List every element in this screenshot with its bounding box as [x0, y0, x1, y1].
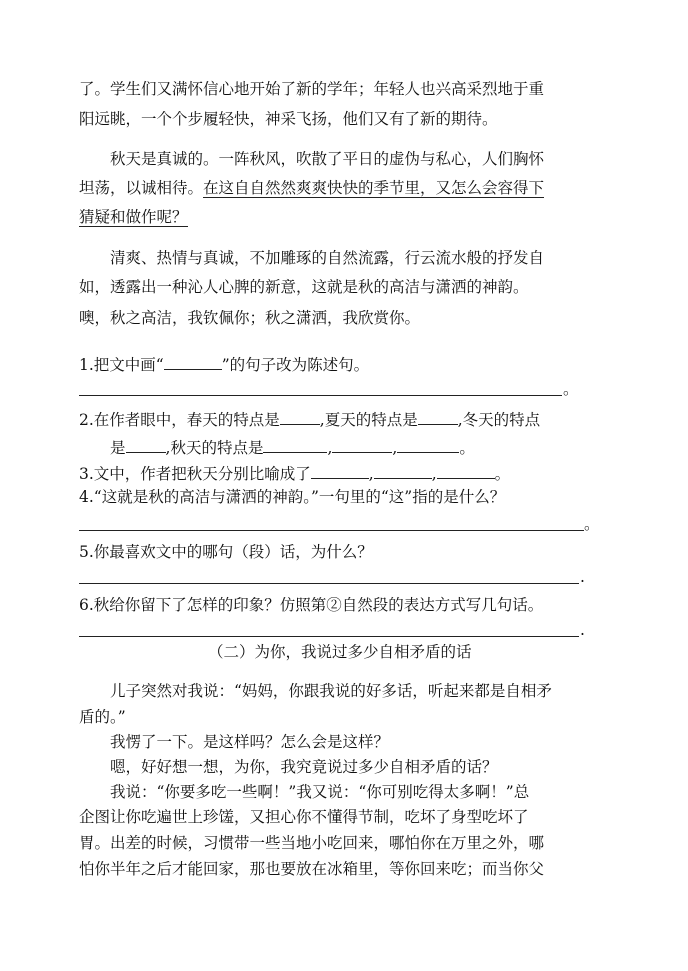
passage2-line: 嗯，好好想一想，为你，我究竟说过多少自相矛盾的话？	[110, 758, 498, 776]
question-2	[79, 408, 540, 431]
passage2-line: 胃。出差的时候，习惯带一些当地小吃回来，哪怕你在万里之外，哪	[79, 834, 545, 852]
underlined-sentence: 在这自自然然爽爽快快的季节里，又怎么会容得下	[203, 179, 545, 197]
question-text: ”的句子改为陈述句。	[221, 356, 370, 374]
answer-line-end: 。	[584, 515, 600, 533]
answer-blank[interactable]	[397, 436, 459, 453]
question-6: 6.秋给你留下了怎样的印象？仿照第②自然段的表达方式写几句话。	[79, 596, 544, 614]
question-4: 4.“这就是秋的高洁与潇洒的神韵。”一句里的“这”指的是什么？	[79, 488, 506, 506]
passage2-line: 儿子突然对我说：“妈妈，你跟我说的好多话，听起来都是自相矛	[110, 682, 552, 700]
question-5: 5.你最喜欢文中的哪句（段）话，为什么？	[79, 543, 373, 561]
question-text: 。	[494, 465, 511, 483]
answer-blank[interactable]	[418, 408, 458, 425]
answer-blank[interactable]	[263, 436, 327, 453]
question-text: ,	[327, 439, 333, 457]
passage1-line: 了。学生们又满怀信心地开始了新的学年；年轻人也兴高采烈地于重	[79, 80, 545, 98]
answer-line-end: .	[580, 568, 585, 586]
question-text: 。	[459, 439, 475, 457]
passage1-line: 清爽、热情与真诚，不加雕琢的自然流露，行云流水般的抒发自	[110, 249, 545, 267]
answer-blank[interactable]	[332, 436, 392, 453]
answer-blank[interactable]	[280, 408, 320, 425]
passage1-line	[79, 206, 188, 228]
question-3	[79, 462, 510, 485]
question-text: 是	[110, 439, 126, 457]
answer-line[interactable]	[79, 636, 579, 637]
question-2-continued	[110, 436, 475, 459]
passage2-line: 我愣了一下。是这样吗？怎么会是这样？	[110, 733, 390, 751]
question-text: 3.文中，作者把秋天分别比喻成了	[79, 465, 311, 483]
question-1	[79, 353, 369, 376]
underlined-sentence: 猜疑和做作呢？	[79, 208, 188, 226]
answer-line[interactable]	[79, 395, 562, 396]
answer-blank[interactable]	[374, 462, 432, 479]
question-text: 2.在作者眼中，春天的特点是	[79, 411, 280, 429]
passage1-line: 噢，秋之高洁，我钦佩你；秋之潇洒，我欣赏你。	[79, 309, 421, 327]
question-text: ,秋天的特点是	[165, 439, 264, 457]
answer-blank[interactable]	[311, 462, 369, 479]
answer-line-end: 。	[563, 380, 579, 398]
question-text: ,	[392, 439, 398, 457]
answer-line[interactable]	[79, 530, 584, 531]
passage2-line: 盾的。”	[79, 708, 126, 726]
section-title: （二）为你，我说过多少自相矛盾的话	[208, 643, 472, 661]
passage1-line: 如，透露出一种沁人心脾的新意，这就是秋的高洁与潇洒的神韵。	[79, 278, 529, 296]
answer-line[interactable]	[79, 583, 579, 584]
question-text: ,	[431, 465, 437, 483]
passage1-line: 秋天是真诚的。一阵秋风，吹散了平日的虚伪与私心，人们胸怀	[110, 150, 545, 168]
passage2-line: 怕你半年之后才能回家，那也要放在冰箱里，等你回来吃；而当你父	[79, 860, 545, 878]
question-text: ,夏天的特点是	[319, 411, 418, 429]
passage1-text: 坦荡，以诚相待。	[79, 179, 204, 197]
answer-blank[interactable]	[126, 436, 166, 453]
question-text: 1.把文中画“	[79, 356, 164, 374]
answer-line-end: .	[580, 621, 585, 639]
passage1-line: 阳远眺，一个个步履轻快，神采飞扬，他们又有了新的期待。	[79, 110, 498, 128]
answer-blank[interactable]	[164, 353, 222, 370]
question-text: ,	[368, 465, 374, 483]
answer-blank[interactable]	[437, 462, 495, 479]
passage1-line	[79, 177, 544, 199]
passage2-line: 企图让你吃遍世上珍馐，又担心你不懂得节制，吃坏了身型吃坏了	[79, 808, 529, 826]
passage2-line: 我说：“你要多吃一些啊！”我又说：“你可别吃得太多啊！”总	[110, 783, 530, 801]
question-text: ,冬天的特点	[457, 411, 541, 429]
